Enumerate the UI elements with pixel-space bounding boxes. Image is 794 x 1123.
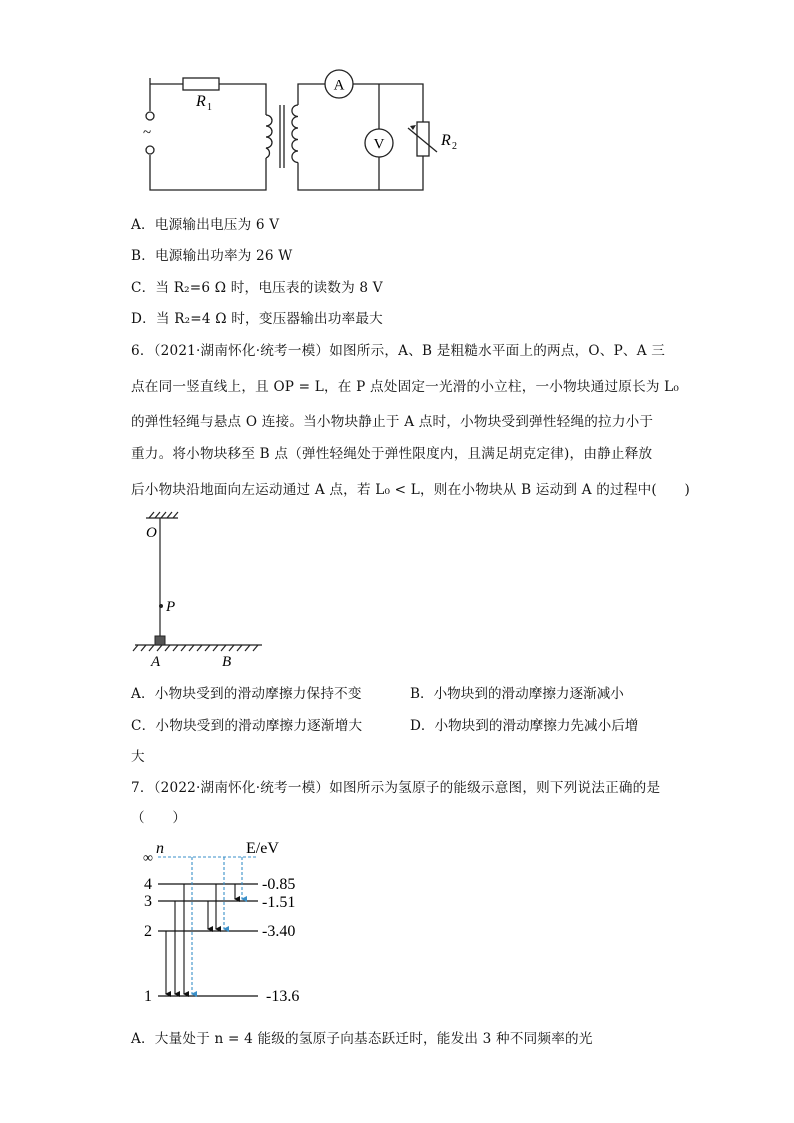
q5-option-c: C．当 R₂=6 Ω 时，电压表的读数为 8 V bbox=[131, 280, 383, 296]
transformer-circuit-diagram bbox=[0, 0, 794, 200]
q6-stem-line-5: 后小物块沿地面向左运动通过 A 点，若 L₀ < L，则在小物块从 B 运动到 A 的过程中( ) bbox=[131, 482, 691, 498]
q6-option-d: D．小物块到的滑动摩擦力先减小后增 bbox=[410, 718, 639, 734]
ammeter-label: A bbox=[333, 77, 345, 94]
hydrogen-energy-level-diagram bbox=[0, 830, 794, 1020]
r2-label: R bbox=[441, 132, 451, 149]
q5-option-b: B．电源输出功率为 26 W bbox=[131, 248, 293, 264]
level-4-energy: -0.85 bbox=[262, 876, 296, 893]
r1-subscript: 1 bbox=[207, 102, 212, 113]
r1-label: R bbox=[196, 93, 206, 110]
label-b: B bbox=[222, 654, 232, 670]
secondary-coil bbox=[292, 105, 298, 163]
resistor-r1 bbox=[183, 78, 219, 90]
ac-terminal-bottom bbox=[146, 146, 154, 154]
q6-option-b: B．小物块到的滑动摩擦力逐渐减小 bbox=[410, 686, 624, 702]
level-1-n: 1 bbox=[144, 988, 152, 1005]
level-3-energy: -1.51 bbox=[262, 894, 296, 911]
q6-stem-line-1: 6．（2021·湖南怀化·统考一模）如图所示，A、B 是粗糙水平面上的两点，O、P、A 三 bbox=[131, 343, 666, 359]
q6-option-a: A．小物块受到的滑动摩擦力保持不变 bbox=[131, 686, 362, 702]
q6-stem-line-2: 点在同一竖直线上，且 OP = L，在 P 点处固定一光滑的小立柱，一小物块通过原长为 L₀ bbox=[131, 379, 680, 395]
q7-stem-line-1: 7．（2022·湖南怀化·统考一模）如图所示为氢原子的能级示意图，则下列说法正确的是 bbox=[131, 780, 661, 796]
label-o: O bbox=[146, 525, 157, 541]
level-1-energy: -13.6 bbox=[266, 988, 300, 1005]
q6-pendulum-figure bbox=[0, 505, 794, 670]
ac-symbol: ~ bbox=[143, 125, 152, 141]
label-p: P bbox=[166, 599, 176, 615]
primary-coil bbox=[266, 115, 272, 158]
q6-stem-line-3: 的弹性轻绳与悬点 O 连接。当小物块静止于 A 点时，小物块受到弹性轻绳的拉力小于 bbox=[131, 414, 654, 430]
infinity-label: ∞ bbox=[143, 851, 153, 866]
q7-option-a: A．大量处于 n = 4 能级的氢原子向基态跃迁时，能发出 3 种不同频率的光 bbox=[131, 1031, 593, 1047]
resistor-r2 bbox=[417, 122, 429, 156]
small-block bbox=[155, 636, 165, 645]
level-3-n: 3 bbox=[144, 893, 152, 910]
level-2-n: 2 bbox=[144, 923, 152, 940]
q7-stem-line-2: （ ） bbox=[131, 810, 187, 826]
q6-option-c: C．小物块受到的滑动摩擦力逐渐增大 bbox=[131, 718, 363, 734]
q6-stem-line-4: 重力。将小物块移至 B 点（弹性轻绳处于弹性限度内，且满足胡克定律)，由静止释放 bbox=[131, 446, 653, 462]
n-axis-label: n bbox=[156, 840, 164, 857]
label-a: A bbox=[151, 654, 161, 670]
voltmeter-label: V bbox=[373, 136, 385, 153]
energy-axis-label: E/eV bbox=[246, 840, 279, 857]
q6-option-d-continued: 大 bbox=[131, 749, 145, 765]
q5-option-a: A．电源输出电压为 6 V bbox=[131, 217, 280, 233]
level-4-n: 4 bbox=[144, 876, 152, 893]
q5-option-d: D．当 R₂=4 Ω 时，变压器输出功率最大 bbox=[131, 311, 383, 327]
primary-wire bbox=[150, 78, 266, 190]
ac-terminal-top bbox=[146, 112, 154, 120]
level-2-energy: -3.40 bbox=[262, 923, 296, 940]
post-p bbox=[159, 604, 163, 608]
r2-subscript: 2 bbox=[452, 141, 457, 152]
